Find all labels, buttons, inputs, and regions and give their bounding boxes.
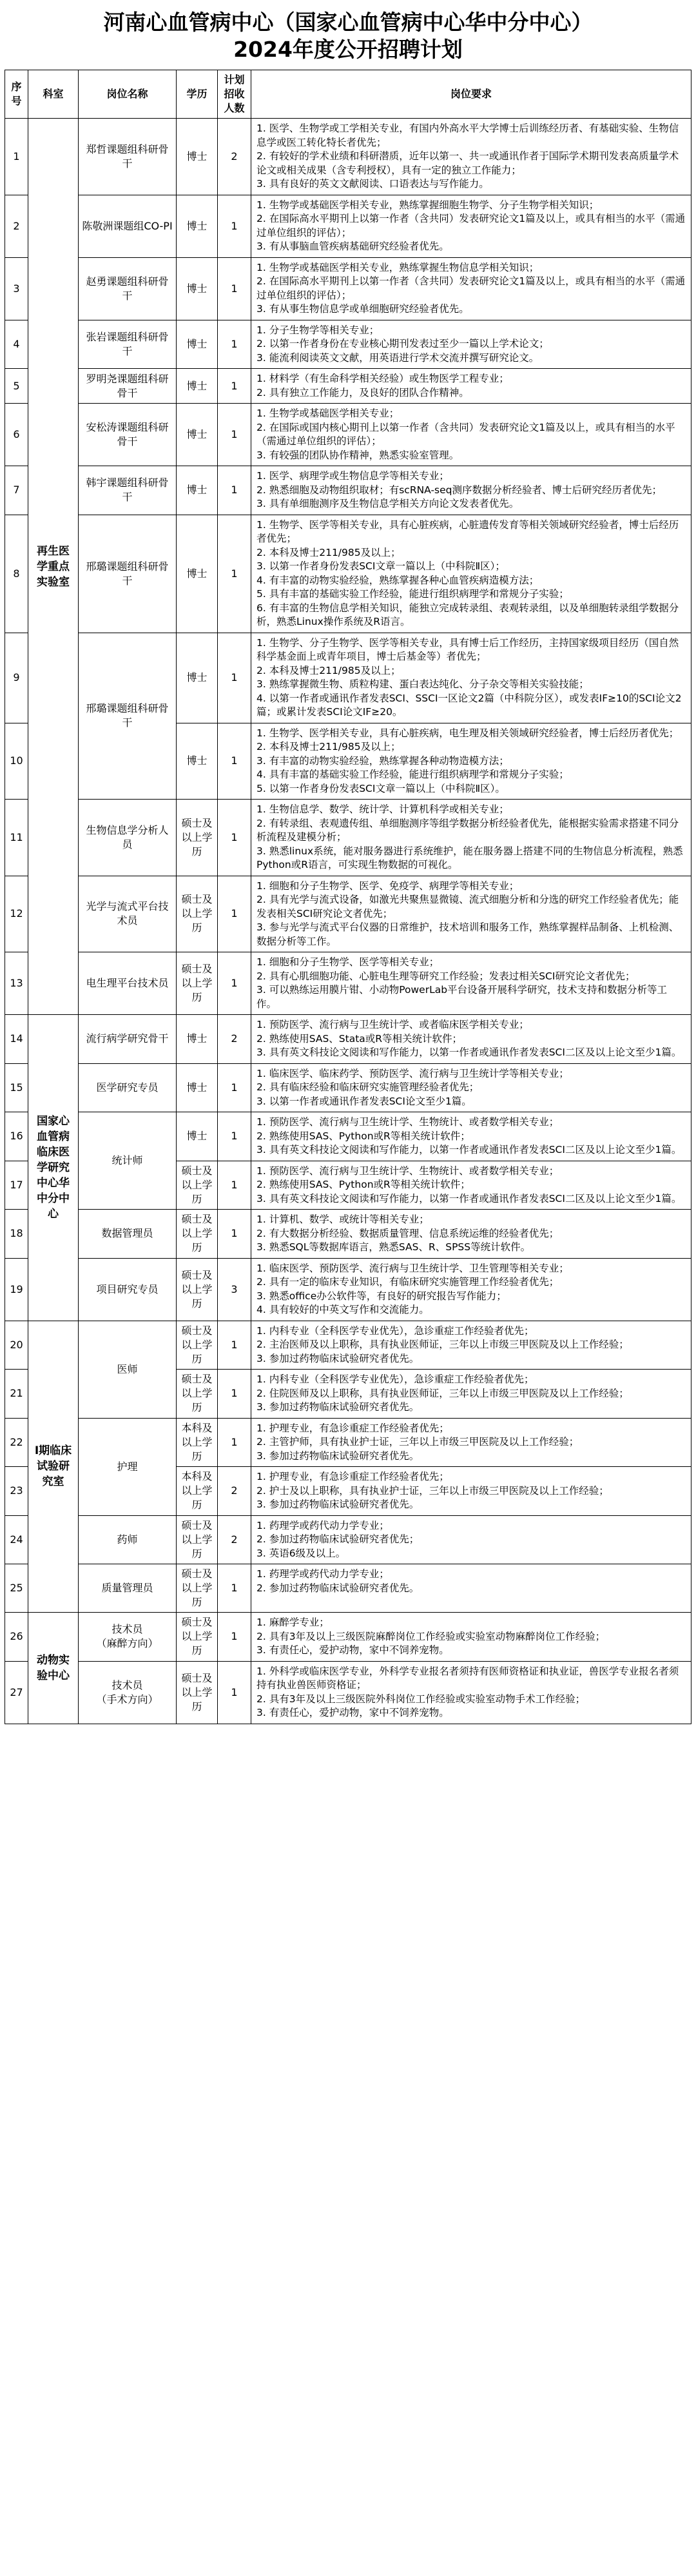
education-cell: 硕士及以上学历 <box>177 1161 218 1210</box>
requirement-line: 1. 生物学或基础医学相关专业； <box>256 408 400 419</box>
row-number: 24 <box>5 1515 28 1564</box>
requirement-line: 4. 具有较好的中英文写作和交流能力。 <box>256 1304 429 1315</box>
requirement-line: 1. 内科专业（全科医学专业优先），急诊重症工作经验者优先； <box>256 1373 534 1385</box>
requirement-line: 1. 麻醉学专业； <box>256 1617 329 1628</box>
education-cell: 硕士及以上学历 <box>177 800 218 876</box>
requirement-line: 1. 生物学或基础医学相关专业，熟练掌握细胞生物学、分子生物学相关知识； <box>256 199 599 211</box>
requirement-line: 3. 具有英文科技论文阅读和写作能力，以第一作者或通讯作者发表SCI二区及以上论文至少1篇。 <box>256 1144 682 1155</box>
education-cell: 硕士及以上学历 <box>177 1210 218 1259</box>
requirement-line: 2. 有转录组、表观遗传组、单细胞测序等组学数据分析经验者优先，能根据实验需求搭建不同分析流程及建模分析； <box>256 817 679 843</box>
requirement-line: 2. 熟练使用SAS、Python或R等相关统计软件； <box>256 1179 470 1190</box>
title-line-1: 河南心血管病中心（国家心血管病中心华中分中心） <box>103 10 593 35</box>
requirement-line: 3. 参加过药物临床试验研究者优先。 <box>256 1450 420 1462</box>
requirement-line: 3. 熟悉SQL等数据库语言，熟悉SAS、R、SPSS等统计软件。 <box>256 1241 531 1253</box>
position-name-cell: 邢璐课题组科研骨干 <box>79 633 177 800</box>
recruitment-table <box>5 70 691 1724</box>
requirement-line: 3. 具有单细胞测序及生物信息学相关方向论文发表者优先。 <box>256 498 519 509</box>
page-title <box>0 0 696 70</box>
header-position: 岗位名称 <box>79 70 177 119</box>
plan-count-cell: 1 <box>218 369 251 404</box>
requirement-line: 1. 临床医学、临床药学、预防医学、流行病与卫生统计学等相关专业； <box>256 1067 569 1079</box>
plan-count-cell: 1 <box>218 800 251 876</box>
requirement-line: 1. 计算机、数学、或统计等相关专业； <box>256 1214 429 1225</box>
education-cell: 博士 <box>177 404 218 466</box>
requirements-cell <box>251 876 691 952</box>
position-name-cell: 药师 <box>79 1515 177 1564</box>
row-number: 6 <box>5 404 28 466</box>
requirement-line: 1. 内科专业（全科医学专业优先），急诊重症工作经验者优先； <box>256 1324 534 1337</box>
requirements-cell <box>251 119 691 195</box>
requirement-line: 3. 熟练掌握微生物、质粒构建、蛋白表达纯化、分子杂交等相关实验技能； <box>256 678 589 690</box>
requirement-line: 2. 熟悉细胞及动物组织取材；有scRNA-seq测序数据分析经验者、博士后研究经历者优先； <box>256 484 662 496</box>
row-number: 12 <box>5 876 28 952</box>
department-cell: 再生医学重点实验室 <box>28 119 79 1015</box>
plan-count-cell: 1 <box>218 404 251 466</box>
requirement-line: 2. 本科及博士211/985及以上； <box>256 546 401 558</box>
plan-count-cell: 1 <box>218 257 251 320</box>
requirement-line: 3. 参与光学与流式平台仪器的日常维护，技术培训和服务工作，熟练掌握样品制备、上机检测、数据分析等工作。 <box>256 921 679 947</box>
requirement-line: 3. 具有英文科技论文阅读和写作能力，以第一作者或通讯作者发表SCI二区及以上论文至少1篇。 <box>256 1047 682 1058</box>
requirement-line: 3. 能流利阅读英文文献，用英语进行学术交流并撰写研究论文。 <box>256 351 539 364</box>
plan-count-cell: 1 <box>218 1661 251 1724</box>
department-cell: I期临床试验研究室 <box>28 1321 79 1613</box>
row-number: 16 <box>5 1112 28 1161</box>
position-name-cell: 韩宇课题组科研骨干 <box>79 466 177 515</box>
requirement-line: 2. 在国际高水平期刊上以第一作者（含共同）发表研究论文1篇及以上，或具有相当的水平（需通过单位组织的评估）； <box>256 275 686 301</box>
requirement-line: 1. 护理专业，有急诊重症工作经验者优先； <box>256 1422 449 1434</box>
requirement-line: 2. 有大数据分析经验、数据质量管理、信息系统运维的经验者优先； <box>256 1227 559 1239</box>
requirements-cell <box>251 1661 691 1724</box>
requirements-cell <box>251 1015 691 1064</box>
row-number: 11 <box>5 800 28 876</box>
row-number: 1 <box>5 119 28 195</box>
requirement-line: 3. 有责任心，爱护动物，家中不饲养宠物。 <box>256 1707 449 1718</box>
position-name-cell: 护理 <box>79 1418 177 1515</box>
requirement-line: 3. 参加过药物临床试验研究者优先。 <box>256 1352 420 1364</box>
requirement-line: 1. 临床医学、预防医学、流行病与卫生统计学、卫生管理等相关专业； <box>256 1262 569 1274</box>
plan-count-cell: 1 <box>218 1613 251 1662</box>
education-cell: 硕士及以上学历 <box>177 1370 218 1419</box>
plan-count-cell: 1 <box>218 1063 251 1112</box>
requirements-cell <box>251 320 691 369</box>
plan-count-cell: 2 <box>218 1015 251 1064</box>
education-cell: 硕士及以上学历 <box>177 1613 218 1662</box>
requirements-cell <box>251 1564 691 1613</box>
position-name-cell: 数据管理员 <box>79 1210 177 1259</box>
requirement-line: 2. 具有心肌细胞功能、心脏电生理等研究工作经验；发表过相关SCI研究论文者优先； <box>256 970 635 982</box>
position-name-cell: 邢璐课题组科研骨干 <box>79 515 177 633</box>
position-name-cell: 项目研究专员 <box>79 1258 177 1321</box>
table-body <box>5 119 691 1724</box>
table-row <box>5 515 691 633</box>
plan-count-cell: 1 <box>218 1321 251 1370</box>
requirements-cell <box>251 633 691 723</box>
position-name-cell: 质量管理员 <box>79 1564 177 1613</box>
table-row <box>5 800 691 876</box>
education-cell: 博士 <box>177 320 218 369</box>
row-number: 13 <box>5 952 28 1015</box>
title-line-2: 2024年度公开招聘计划 <box>233 37 463 62</box>
plan-count-cell: 1 <box>218 1564 251 1613</box>
table-row <box>5 1210 691 1259</box>
plan-count-cell: 2 <box>218 1515 251 1564</box>
table-row <box>5 1418 691 1467</box>
requirements-cell <box>251 1370 691 1419</box>
row-number: 10 <box>5 723 28 800</box>
requirement-line: 6. 有丰富的生物信息学相关知识，能独立完成转录组、表观转录组，以及单细胞转录组学数据分析，熟悉Linux操作系统及R语言。 <box>256 602 679 627</box>
requirement-line: 1. 预防医学、流行病与卫生统计学、或者临床医学相关专业； <box>256 1019 529 1030</box>
requirement-line: 2. 在国际或国内核心期刊上以第一作者（含共同）发表研究论文1篇及以上，或具有相当的水平（需通过单位组织的评估）； <box>256 421 675 447</box>
requirement-line: 3. 以第一作者或通讯作者发表SCI论文至少1篇。 <box>256 1095 472 1107</box>
header-plan: 计划招收人数 <box>218 70 251 119</box>
requirement-line: 2. 具有3年及以上三级医院外科岗位工作经验或实验室动物手术工作经验； <box>256 1693 586 1705</box>
requirements-cell <box>251 1418 691 1467</box>
requirement-line: 2. 熟练使用SAS、Stata或R等相关统计软件； <box>256 1032 463 1045</box>
education-cell: 硕士及以上学历 <box>177 1515 218 1564</box>
position-name-cell: 赵勇课题组科研骨干 <box>79 257 177 320</box>
requirement-line: 1. 护理专业，有急诊重症工作经验者优先； <box>256 1471 449 1482</box>
row-number: 3 <box>5 257 28 320</box>
education-cell: 博士 <box>177 195 218 257</box>
requirements-cell <box>251 952 691 1015</box>
requirement-line: 2. 参加过药物临床试验研究者优先。 <box>256 1582 420 1594</box>
requirements-cell <box>251 466 691 515</box>
requirement-line: 2. 具有独立工作能力，及良好的团队合作精神。 <box>256 386 469 398</box>
requirement-line: 1. 生物信息学、数学、统计学、计算机科学或相关专业； <box>256 803 509 815</box>
requirement-line: 1. 分子生物学等相关专业； <box>256 324 380 336</box>
position-name-cell: 光学与流式平台技术员 <box>79 876 177 952</box>
education-cell: 博士 <box>177 723 218 800</box>
plan-count-cell: 3 <box>218 1258 251 1321</box>
requirement-line: 3. 可以熟练运用膜片钳、小动物PowerLab平台设备开展科学研究，技术支持和数据分析等工作。 <box>256 984 668 1010</box>
requirement-line: 1. 预防医学、流行病与卫生统计学、生物统计、或者数学相关专业； <box>256 1116 559 1128</box>
plan-count-cell: 1 <box>218 320 251 369</box>
requirement-line: 3. 具有良好的英文文献阅读、口语表达与写作能力。 <box>256 178 489 190</box>
requirements-cell <box>251 257 691 320</box>
requirement-line: 1. 生物学或基础医学相关专业，熟练掌握生物信息学相关知识； <box>256 261 539 273</box>
position-name-cell: 流行病学研究骨干 <box>79 1015 177 1064</box>
requirements-cell <box>251 1210 691 1259</box>
plan-count-cell: 1 <box>218 466 251 515</box>
requirements-cell <box>251 1112 691 1161</box>
table-row <box>5 876 691 952</box>
row-number: 17 <box>5 1161 28 1210</box>
education-cell: 博士 <box>177 369 218 404</box>
requirement-line: 2. 具有临床经验和临床研究实施管理经验者优先； <box>256 1081 479 1093</box>
education-cell: 博士 <box>177 1015 218 1064</box>
position-name-cell: 医师 <box>79 1321 177 1418</box>
row-number: 7 <box>5 466 28 515</box>
position-name-cell: 技术员 （手术方向） <box>79 1661 177 1724</box>
header-no: 序号 <box>5 70 28 119</box>
requirement-line: 4. 有丰富的动物实验经验，熟练掌握各种心血管疾病造模方法； <box>256 574 539 586</box>
plan-count-cell: 1 <box>218 515 251 633</box>
plan-count-cell: 1 <box>218 1112 251 1161</box>
requirements-cell <box>251 1467 691 1516</box>
position-name-cell: 安松涛课题组科研骨干 <box>79 404 177 466</box>
row-number: 4 <box>5 320 28 369</box>
education-cell: 博士 <box>177 1112 218 1161</box>
table-row <box>5 369 691 404</box>
position-name-cell: 郑哲课题组科研骨干 <box>79 119 177 195</box>
row-number: 20 <box>5 1321 28 1370</box>
row-number: 9 <box>5 633 28 723</box>
requirement-line: 1. 预防医学、流行病与卫生统计学、生物统计、或者数学相关专业； <box>256 1165 559 1177</box>
row-number: 2 <box>5 195 28 257</box>
row-number: 19 <box>5 1258 28 1321</box>
requirements-cell <box>251 369 691 404</box>
requirement-line: 2. 主治医师及以上职称，具有执业医师证，三年以上市级三甲医院及以上工作经验； <box>256 1339 629 1350</box>
education-cell: 硕士及以上学历 <box>177 952 218 1015</box>
table-row <box>5 119 691 195</box>
requirement-line: 2. 具有3年及以上三级医院麻醉岗位工作经验或实验室动物麻醉岗位工作经验； <box>256 1630 606 1642</box>
table-row <box>5 1258 691 1321</box>
row-number: 26 <box>5 1613 28 1662</box>
requirement-line: 1. 细胞和分子生物学、医学、免疫学、病理学等相关专业； <box>256 880 519 892</box>
table-row <box>5 320 691 369</box>
requirement-line: 2. 在国际高水平期刊上以第一作者（含共同）发表研究论文1篇及以上，或具有相当的水平（需通过单位组织的评估）； <box>256 213 686 239</box>
requirement-line: 2. 具有光学与流式设备，如激光共聚焦显微镜、流式细胞分析和分选的研究工作经验者优先；能发表相关SCI研究论文者优先； <box>256 894 679 919</box>
row-number: 21 <box>5 1370 28 1419</box>
education-cell: 硕士及以上学历 <box>177 1564 218 1613</box>
requirement-line: 3. 熟悉office办公软件等，有良好的研究报告写作能力； <box>256 1290 507 1302</box>
requirements-cell <box>251 1258 691 1321</box>
education-cell: 博士 <box>177 1063 218 1112</box>
requirement-line: 3. 有较强的团队协作精神，熟悉实验室管理。 <box>256 449 459 461</box>
position-name-cell: 统计师 <box>79 1112 177 1210</box>
plan-count-cell: 1 <box>218 952 251 1015</box>
requirements-cell <box>251 1321 691 1370</box>
requirement-line: 1. 外科学或临床医学专业，外科学专业报名者须持有医师资格证和执业证，兽医学专业报名者须持有执业兽医师资格证； <box>256 1665 679 1691</box>
plan-count-cell: 2 <box>218 119 251 195</box>
table-row <box>5 466 691 515</box>
row-number: 5 <box>5 369 28 404</box>
position-name-cell: 陈敬洲课题组CO-PI <box>79 195 177 257</box>
requirements-cell <box>251 195 691 257</box>
requirement-line: 2. 以第一作者身份在专业核心期刊发表过至少一篇以上学术论文； <box>256 338 549 349</box>
row-number: 23 <box>5 1467 28 1516</box>
requirements-cell <box>251 723 691 800</box>
plan-count-cell: 2 <box>218 1467 251 1516</box>
requirement-line: 2. 本科及博士211/985及以上； <box>256 664 401 676</box>
education-cell: 本科及以上学历 <box>177 1467 218 1516</box>
table-row <box>5 1613 691 1662</box>
requirement-line: 1. 材料学（有生命科学相关经验）或生物医学工程专业； <box>256 373 509 384</box>
requirement-line: 3. 参加过药物临床试验研究者优先。 <box>256 1499 420 1510</box>
row-number: 25 <box>5 1564 28 1613</box>
table-row <box>5 1321 691 1370</box>
requirements-cell <box>251 1161 691 1210</box>
requirement-line: 2. 熟练使用SAS、Python或R等相关统计软件； <box>256 1130 470 1142</box>
education-cell: 博士 <box>177 257 218 320</box>
requirements-cell <box>251 800 691 876</box>
requirement-line: 4. 以第一作者或通讯作者发表SCI、SSCI一区论文2篇（中科院分区），或发表IF≥10的SCI论文2篇；或累计发表SCI论文IF≥20。 <box>256 692 682 718</box>
requirement-line: 1. 医学、病理学或生物信息学等相关专业； <box>256 470 449 482</box>
position-name-cell: 技术员 （麻醉方向） <box>79 1613 177 1662</box>
requirement-line: 4. 具有丰富的基础实验工作经验，能进行组织病理学和常规分子实验； <box>256 769 569 780</box>
requirement-line: 2. 参加过药物临床试验研究者优先； <box>256 1533 420 1545</box>
education-cell: 博士 <box>177 119 218 195</box>
requirement-line: 2. 住院医师及以上职称，具有执业医师证，三年以上市级三甲医院及以上工作经验； <box>256 1387 629 1399</box>
table-row <box>5 1564 691 1613</box>
plan-count-cell: 1 <box>218 1418 251 1467</box>
table-row <box>5 1515 691 1564</box>
requirement-line: 1. 药理学或药代动力学专业； <box>256 1568 389 1580</box>
requirement-line: 3. 参加过药物临床试验研究者优先。 <box>256 1401 420 1413</box>
row-number: 22 <box>5 1418 28 1467</box>
requirement-line: 3. 英语6级及以上。 <box>256 1547 346 1559</box>
header-dept: 科室 <box>28 70 79 119</box>
plan-count-cell: 1 <box>218 195 251 257</box>
requirement-line: 3. 有责任心，爱护动物，家中不饲养宠物。 <box>256 1644 449 1656</box>
plan-count-cell: 1 <box>218 633 251 723</box>
plan-count-cell: 1 <box>218 876 251 952</box>
row-number: 14 <box>5 1015 28 1064</box>
requirement-line: 2. 本科及博士211/985及以上； <box>256 741 401 752</box>
table-row <box>5 952 691 1015</box>
position-name-cell: 电生理平台技术员 <box>79 952 177 1015</box>
table-row <box>5 1112 691 1161</box>
requirement-line: 1. 生物学、医学等相关专业，具有心脏疾病，心脏遗传发育等相关领域研究经验者，博士后经历者优先； <box>256 518 679 544</box>
requirement-line: 3. 熟悉linux系统，能对服务器进行系统维护，能在服务器上搭建不同的生物信息分析流程，熟悉Python或R语言，可实现生物数据的可视化。 <box>256 845 683 870</box>
table-row <box>5 633 691 723</box>
plan-count-cell: 1 <box>218 1210 251 1259</box>
plan-count-cell: 1 <box>218 1370 251 1419</box>
requirement-line: 2. 护士及以上职称，具有执业护士证，三年以上市级三甲医院及以上工作经验； <box>256 1484 609 1497</box>
table-header-row <box>5 70 691 119</box>
requirement-line: 1. 生物学、分子生物学、医学等相关专业，具有博士后工作经历，主持国家级项目经历（国自然科学基金面上或青年项目，博士后基金等）者优先； <box>256 636 679 662</box>
table-row <box>5 404 691 466</box>
requirements-cell <box>251 1515 691 1564</box>
education-cell: 本科及以上学历 <box>177 1418 218 1467</box>
position-name-cell: 生物信息学分析人员 <box>79 800 177 876</box>
requirement-line: 2. 具有一定的临床专业知识，有临床研究实施管理工作经验者优先； <box>256 1276 559 1288</box>
row-number: 8 <box>5 515 28 633</box>
plan-count-cell: 1 <box>218 723 251 800</box>
row-number: 18 <box>5 1210 28 1259</box>
table-row <box>5 1063 691 1112</box>
requirement-line: 2. 有较好的学术业绩和科研潜质，近年以第一、共一或通讯作者于国际学术期刊发表高质量学术论文或相关成果（含专利授权），具有一定的独立工作能力； <box>256 150 679 176</box>
row-number: 27 <box>5 1661 28 1724</box>
requirement-line: 3. 有从事生物信息学或单细胞研究经验者优先。 <box>256 303 469 315</box>
education-cell: 博士 <box>177 515 218 633</box>
education-cell: 博士 <box>177 466 218 515</box>
education-cell: 硕士及以上学历 <box>177 1258 218 1321</box>
department-cell: 国家心血管病临床医学研究中心华中分中心 <box>28 1015 79 1321</box>
requirement-line: 1. 药理学或药代动力学专业； <box>256 1519 389 1531</box>
education-cell: 硕士及以上学历 <box>177 876 218 952</box>
education-cell: 硕士及以上学历 <box>177 1321 218 1370</box>
table-row <box>5 1661 691 1724</box>
education-cell: 博士 <box>177 633 218 723</box>
requirement-line: 1. 生物学、医学相关专业，具有心脏疾病，电生理及相关领域研究经验者，博士后经历者优先； <box>256 727 679 739</box>
position-name-cell: 张岩课题组科研骨干 <box>79 320 177 369</box>
table-row <box>5 195 691 257</box>
row-number: 15 <box>5 1063 28 1112</box>
requirement-line: 1. 细胞和分子生物学、医学等相关专业； <box>256 956 440 968</box>
requirement-line: 3. 具有英文科技论文阅读和写作能力，以第一作者或通讯作者发表SCI二区及以上论文至少1篇。 <box>256 1192 682 1204</box>
department-cell: 动物实验中心 <box>28 1613 79 1724</box>
requirements-cell <box>251 515 691 633</box>
requirement-line: 2. 主管护师，具有执业护士证，三年以上市级三甲医院及以上工作经验； <box>256 1436 579 1448</box>
education-cell: 硕士及以上学历 <box>177 1661 218 1724</box>
requirements-cell <box>251 404 691 466</box>
header-edu: 学历 <box>177 70 218 119</box>
requirement-line: 3. 以第一作者身份发表SCI文章一篇以上（中科院Ⅱ区）； <box>256 560 505 572</box>
requirement-line: 5. 以第一作者身份发表SCI文章一篇以上（中科院Ⅱ区）。 <box>256 782 505 794</box>
header-req: 岗位要求 <box>251 70 691 119</box>
requirements-cell <box>251 1063 691 1112</box>
table-row <box>5 257 691 320</box>
requirement-line: 1. 医学、生物学或工学相关专业，有国内外高水平大学博士后训练经历者、有基础实验、生物信息学或医工转化特长者优先； <box>256 123 679 148</box>
table-row <box>5 1015 691 1064</box>
requirement-line: 3. 有丰富的动物实验经验，熟练掌握各种动物造模方法； <box>256 754 509 767</box>
position-name-cell: 罗明尧课题组科研骨干 <box>79 369 177 404</box>
requirement-line: 3. 有从事脑血管疾病基础研究经验者优先。 <box>256 241 449 252</box>
plan-count-cell: 1 <box>218 1161 251 1210</box>
position-name-cell: 医学研究专员 <box>79 1063 177 1112</box>
requirement-line: 5. 具有丰富的基础实验工作经验，能进行组织病理学和常规分子实验； <box>256 588 569 600</box>
requirements-cell <box>251 1613 691 1662</box>
